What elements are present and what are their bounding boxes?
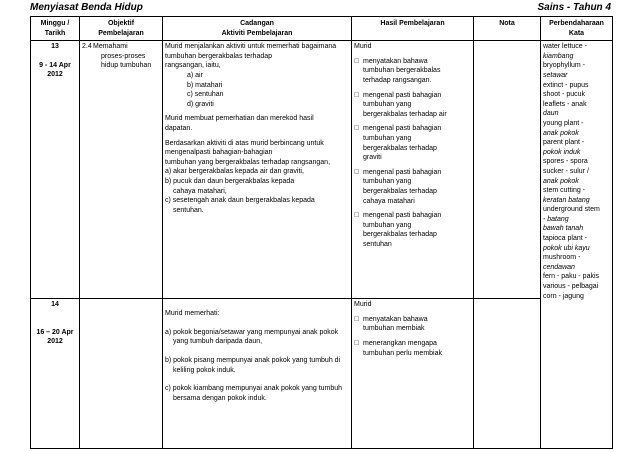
vocab-line: young plant - xyxy=(543,119,584,127)
bullet-icon xyxy=(354,315,363,334)
table-header-row xyxy=(31,17,613,41)
activity-point: b) pucuk dan daun bergerakbalas kepada xyxy=(165,177,295,185)
vocab-line: leaflets - anak xyxy=(543,100,587,108)
vocab-line: anak pokok xyxy=(543,177,579,185)
header-objektif xyxy=(80,17,163,41)
activity-point: bersama dengan pokok induk. xyxy=(173,394,267,402)
nota-cell xyxy=(474,41,541,299)
outcome-cell xyxy=(352,299,474,449)
vocab-line: parent plant - xyxy=(543,139,585,147)
vocab-line: pokok induk xyxy=(543,148,581,156)
outcome-line: sentuhan xyxy=(363,240,392,248)
outcome-line: tumbuhan yang xyxy=(363,221,412,229)
vocab-line: pokok ubi kayu xyxy=(543,244,590,252)
objective-cell xyxy=(80,299,163,449)
vocab-line: corn - jagung xyxy=(543,292,584,300)
vocab-item xyxy=(543,81,610,91)
nota-cell xyxy=(474,299,541,449)
outcome-item xyxy=(354,211,471,249)
outcome-line: bergerakbalas terhadap xyxy=(363,144,437,152)
outcome-item xyxy=(354,57,471,86)
outcome-heading: Murid xyxy=(354,43,372,51)
vocab-line: bawah tanah xyxy=(543,225,584,233)
vocab-line: extinct - pupus xyxy=(543,81,589,89)
week-number: 14 xyxy=(51,301,59,309)
vocab-line: kiambang xyxy=(543,52,574,60)
objective-line: proses-proses xyxy=(101,52,146,60)
outcome-line: tumbuhan bergerakbalas xyxy=(363,67,441,75)
table-row xyxy=(31,41,613,299)
lesson-plan-table xyxy=(30,16,613,449)
week-cell xyxy=(31,41,80,299)
activity-point: a) pokok begonia/setawar yang mempunyai anak pokok xyxy=(165,328,339,336)
activity-line: tumbuhan bergerakbalas terhadap xyxy=(165,52,273,60)
vocab-line: anak pokok xyxy=(543,129,579,137)
header-perbendaharaan xyxy=(541,17,613,41)
vocab-line: stem cutting - xyxy=(543,187,586,195)
outcome-line: tumbuhan yang xyxy=(363,178,412,186)
vocab-item xyxy=(543,253,610,272)
vocab-line: keratan batang xyxy=(543,196,590,204)
header-line: Aktiviti Pembelajaran xyxy=(221,29,293,37)
stimulus-item: c) sentuhan xyxy=(187,91,224,99)
header-minggu xyxy=(31,17,80,41)
vocab-line: sucker - sulur / xyxy=(543,167,589,175)
bullet-icon xyxy=(354,57,363,86)
activity-line: Berdasarkan aktiviti di atas murid berbincang untuk xyxy=(165,139,324,147)
vocab-item xyxy=(543,282,610,292)
objective-line: hidup tumbuhan xyxy=(101,62,152,70)
activity-point: keliling pokok induk. xyxy=(173,366,236,374)
outcome-line: bergerakbalas terhadap xyxy=(363,187,437,195)
header-line: Kata xyxy=(568,29,585,37)
outcome-line: mengenal pasti bahagian xyxy=(363,125,442,133)
outcome-line: bergerakbalas terhadap air xyxy=(363,110,447,118)
vocab-item xyxy=(543,138,610,157)
vocab-item xyxy=(543,167,610,186)
activity-cell xyxy=(163,299,352,449)
vocab-item xyxy=(543,186,610,205)
outcome-heading: Murid xyxy=(354,301,372,309)
bullet-icon xyxy=(354,91,363,120)
outcome-line: tumbuhan perlu membiak xyxy=(363,349,442,357)
outcome-line: tumbuhan yang xyxy=(363,134,412,142)
activity-point: a) akar bergerakbalas kepada air dan graviti, xyxy=(165,168,304,176)
outcome-line: cahaya matahari xyxy=(363,197,415,205)
vocab-line: fern - paku - pakis xyxy=(543,273,600,281)
outcome-line: graviti xyxy=(363,154,382,162)
outcome-line: mengenal pasti bahagian xyxy=(363,168,442,176)
vocab-item xyxy=(543,157,610,167)
vocab-line: setawar xyxy=(543,71,568,79)
week-date: 9 - 14 Apr xyxy=(39,61,71,69)
vocab-item xyxy=(543,292,610,302)
vocab-line: spores - spora xyxy=(543,158,588,166)
vocab-line: daun xyxy=(543,110,559,118)
outcome-line: mengenal pasti bahagian xyxy=(363,91,442,99)
activity-point: c) sesetengah anak daun bergerakbalas kepada xyxy=(165,197,315,205)
table-row xyxy=(31,299,613,449)
activity-line: rangsangan, iaitu, xyxy=(165,62,221,70)
vocab-line: water lettuce - xyxy=(543,43,587,51)
week-cell xyxy=(31,299,80,449)
activity-line: dapatan. xyxy=(165,124,193,132)
header-line: Cadangan xyxy=(240,20,274,27)
week-number: 13 xyxy=(51,43,59,51)
vocab-line: shoot - pucuk xyxy=(543,91,586,99)
bullet-icon xyxy=(354,168,363,206)
vocab-line: bryophyllum - xyxy=(543,62,586,70)
bullet-icon xyxy=(354,211,363,249)
vocab-cell xyxy=(541,41,613,449)
outcome-line: terhadap rangsangan. xyxy=(363,76,432,84)
activity-point: cahaya matahari, xyxy=(173,187,227,195)
vocab-item xyxy=(543,205,610,234)
outcome-line: tumbuhan yang xyxy=(363,101,412,109)
activity-point: b) pokok pisang mempunyai anak pokok yang tumbuh di xyxy=(165,356,341,364)
outcome-item xyxy=(354,168,471,206)
vocab-line: underground stem xyxy=(543,206,600,214)
objective-number: 2.4 xyxy=(82,43,92,51)
activity-line: Murid memerhati: xyxy=(165,310,220,318)
vocab-item xyxy=(543,234,610,253)
vocab-line: - batang xyxy=(543,215,569,223)
outcome-line: menerangkan mengapa xyxy=(363,339,437,347)
header-line: Perbendaharaan xyxy=(549,20,604,27)
objective-cell xyxy=(80,41,163,299)
activity-line: Murid membuat pemerhatian dan merekod hasil xyxy=(165,115,314,123)
header-hasil xyxy=(352,17,474,41)
activity-point: yang tumbuh daripada daun, xyxy=(173,338,263,346)
activity-point: c) pokok kiambang mempunyai anak pokok yang tumbuh xyxy=(165,385,343,393)
activity-line: tumbuhan yang bergerakbalas terhadap rangsangan, xyxy=(165,158,331,166)
activity-line: Murid menjalankan aktiviti untuk memerhati bagaimana xyxy=(165,43,337,51)
vocab-item xyxy=(543,61,610,80)
outcome-item xyxy=(354,124,471,162)
stimulus-item: a) air xyxy=(187,71,203,79)
outcome-line: bergerakbalas terhadap xyxy=(363,231,437,239)
activity-cell xyxy=(163,41,352,299)
header-line: Nota xyxy=(499,20,515,27)
vocab-item xyxy=(543,119,610,138)
outcome-cell xyxy=(352,41,474,299)
vocab-item xyxy=(543,90,610,100)
bullet-icon xyxy=(354,124,363,162)
outcome-item xyxy=(354,315,471,334)
activity-line: mengenalpasti bahagian-bahagian xyxy=(165,149,273,157)
page-title: Menyiasat Benda Hidup xyxy=(30,2,143,13)
vocab-list xyxy=(543,42,610,301)
header-line: Hasil Pembelajaran xyxy=(380,20,445,27)
week-year: 2012 xyxy=(47,71,63,79)
subject-title: Sains - Tahun 4 xyxy=(537,2,611,13)
outcome-line: tumbuhan membiak xyxy=(363,325,425,333)
outcome-line: menyatakan bahawa xyxy=(363,315,428,323)
bullet-icon xyxy=(354,339,363,358)
outcome-item xyxy=(354,339,471,358)
vocab-line: various - pelbagai xyxy=(543,283,599,291)
week-year: 2012 xyxy=(47,338,63,346)
header-line: Minggu / xyxy=(40,20,70,27)
outcome-item xyxy=(354,91,471,120)
week-date: 16 – 20 Apr xyxy=(36,328,74,336)
vocab-item xyxy=(543,42,610,61)
stimulus-item: d) graviti xyxy=(187,100,214,108)
vocab-line: tapioca plant - xyxy=(543,235,587,243)
outcome-line: mengenal pasti bahagian xyxy=(363,212,442,220)
objective-line: Memahami xyxy=(93,43,128,51)
header-line: Objektif xyxy=(107,20,135,27)
vocab-line: mushroom - xyxy=(543,254,581,262)
header-nota xyxy=(474,17,541,41)
stimulus-item: b) matahari xyxy=(187,81,223,89)
outcome-line: menyatakan bahawa xyxy=(363,57,428,65)
header-line: Pembelajaran xyxy=(98,29,144,37)
activity-point: sentuhan. xyxy=(173,206,204,214)
vocab-item xyxy=(543,100,610,119)
vocab-item xyxy=(543,272,610,282)
vocab-line: cendawan xyxy=(543,263,575,271)
header-line: Tarikh xyxy=(44,29,66,37)
header-cadangan xyxy=(163,17,352,41)
